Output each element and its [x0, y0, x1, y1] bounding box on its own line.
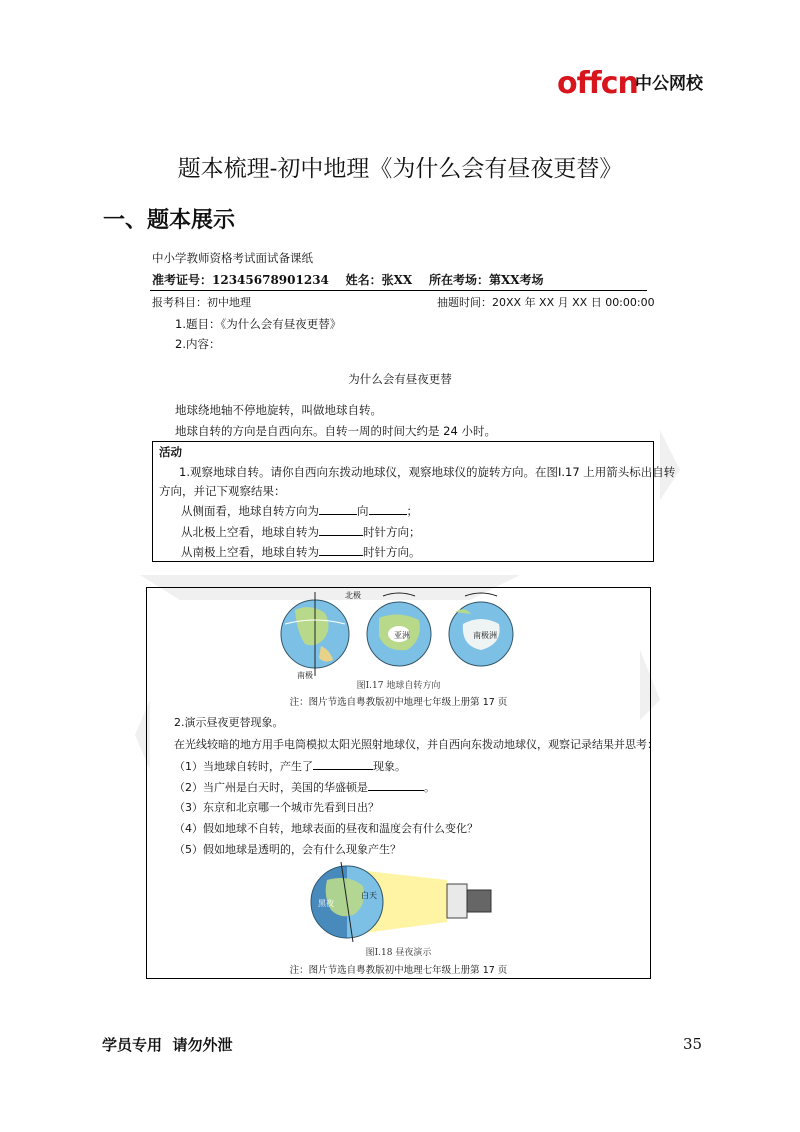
- draw-time: 抽题时间：20XX 年 XX 月 XX 日 00:00:00: [437, 296, 655, 309]
- item-topic: 1.题目：《为什么会有昼夜更替》: [175, 317, 342, 331]
- q3-text-b: 时针方向。: [363, 545, 421, 559]
- label-asia: 亚洲: [394, 631, 410, 640]
- q1-text-c: ；: [406, 504, 418, 518]
- q1-text-a: 从侧面看，地球自转方向为: [181, 504, 319, 518]
- answer-blank: [319, 543, 363, 556]
- demo-title: 2.演示昼夜更替现象。: [174, 716, 284, 729]
- q2-text-a: 从北极上空看，地球自转为: [181, 525, 319, 539]
- activity-line-1: 1.观察地球自转。请你自西向东拨动地球仪，观察地球仪的旋转方向。在图Ⅰ.17 上用箭头标出自转: [179, 465, 676, 479]
- figure-2-note: 注：图片节选自粤教版初中地理七年级上册第 17 页: [289, 965, 508, 976]
- q1-text-b: 向: [357, 504, 369, 518]
- demo-intro: 在光线较暗的地方用手电筒模拟太阳光照射地球仪，并自西向东拨动地球仪，观察记录结果并思考：: [174, 738, 658, 751]
- activity-box: [152, 441, 676, 562]
- label-south-pole: 南极: [297, 671, 313, 680]
- footer-notice: 学员专用 请勿外泄: [102, 1036, 233, 1054]
- logo-text-en: offcn: [557, 66, 638, 101]
- item-content: 2.内容：: [175, 337, 221, 351]
- paragraph-1: 地球绕地轴不停地旋转，叫做地球自转。: [175, 403, 382, 417]
- answer-blank: [319, 502, 357, 515]
- figure-1-note: 注：图片节选自粤教版初中地理七年级上册第 17 页: [289, 697, 508, 708]
- label-antarctica: 南极洲: [473, 631, 497, 640]
- dq2-text-a: （2）当广州是白天时，美国的华盛顿是: [174, 781, 368, 794]
- activity-line-2: 方向，并记下观察结果：: [159, 484, 286, 498]
- activity-question-2: [181, 523, 421, 540]
- answer-blank: [368, 778, 424, 791]
- demo-question-3: （3）东京和北京哪一个城市先看到日出？: [174, 801, 379, 814]
- dq2-text-b: 。: [424, 781, 435, 794]
- label-night: 黑夜: [318, 899, 334, 908]
- textbook-excerpt: [146, 587, 658, 979]
- exam-subject: 报考科目：初中地理: [152, 296, 251, 309]
- demo-question-2: [174, 778, 435, 795]
- candidate-info: 准考证号：12345678901234 姓名：张XX 所在考场：第XX考场: [152, 273, 544, 287]
- section-heading: 一、题本展示: [103, 208, 236, 233]
- figure-1-caption: 图Ⅰ.17 地球自转方向: [356, 681, 441, 691]
- q3-text-a: 从南极上空看，地球自转为: [181, 545, 319, 559]
- q2-text-b: 时针方向；: [363, 525, 421, 539]
- demo-question-1: [174, 757, 406, 774]
- demo-question-5: （5）假如地球是透明的，会有什么现象产生？: [174, 843, 401, 856]
- label-day: 白天: [361, 891, 377, 900]
- activity-label: 活动: [159, 445, 182, 459]
- sheet-heading: 中小学教师资格考试面试备课纸: [152, 251, 313, 265]
- answer-blank: [319, 523, 363, 536]
- page-title: 题本梳理-初中地理《为什么会有昼夜更替》: [177, 156, 623, 182]
- brand-logo: [557, 64, 707, 104]
- content-title: 为什么会有昼夜更替: [348, 372, 452, 386]
- label-north-pole: 北极: [345, 591, 361, 600]
- activity-question-3: [181, 543, 421, 560]
- side-view-globe: [281, 592, 349, 676]
- demo-question-4: （4）假如地球不自转，地球表面的昼夜和温度会有什么变化？: [174, 822, 478, 835]
- activity-question-1: [181, 502, 418, 519]
- dq1-text-a: （1）当地球自转时，产生了: [174, 760, 313, 773]
- answer-blank: [313, 757, 373, 770]
- header-rule: [150, 290, 647, 291]
- figure-2-caption: 图Ⅰ.18 昼夜演示: [365, 948, 432, 958]
- page-number: 35: [683, 1035, 703, 1053]
- logo-text-cn: 中公网校: [635, 74, 703, 94]
- dq1-text-b: 现象。: [373, 760, 406, 773]
- answer-blank: [369, 502, 407, 515]
- paragraph-2: 地球自转的方向是自西向东。自转一周的时间大约是 24 小时。: [175, 424, 496, 438]
